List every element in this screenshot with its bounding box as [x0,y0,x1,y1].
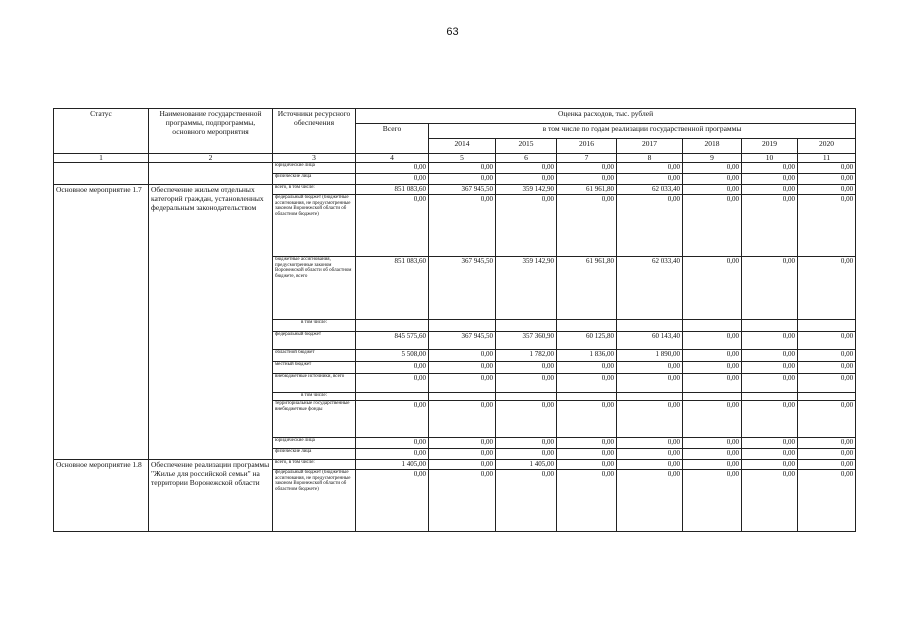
value-cell: 0,00 [683,332,742,350]
source-label: юридические лица [273,163,356,174]
value-cell: 0,00 [496,362,557,374]
column-number: 4 [356,154,429,163]
value-cell: 0,00 [429,470,496,532]
value-cell: 367 945,50 [429,332,496,350]
source-label: федеральный бюджет (бюджетные ассигнования, не предусмотренные законом Воронежской области об областном бюджете) [273,195,356,257]
value-cell: 0,00 [617,362,683,374]
value-cell: 357 360,90 [496,332,557,350]
header-year: 2014 [429,139,496,154]
value-cell: 367 945,50 [429,185,496,195]
value-cell: 0,00 [496,163,557,174]
value-cell: 359 142,90 [496,185,557,195]
source-label: физические лица [273,449,356,460]
value-cell: 0,00 [557,449,617,460]
source-label: местный бюджет [273,362,356,374]
header-name: Наименование государственной программы, подпрограммы, основного мероприятия [149,109,273,154]
header-year: 2015 [496,139,557,154]
value-cell: 0,00 [356,470,429,532]
source-label: федеральный бюджет [273,332,356,350]
value-cell: 0,00 [617,438,683,449]
value-cell: 0,00 [617,174,683,185]
value-cell: 61 961,80 [557,257,617,320]
value-cell: 0,00 [742,185,798,195]
value-cell: 0,00 [557,460,617,470]
value-cell: 1 405,00 [356,460,429,470]
value-cell: 0,00 [429,362,496,374]
value-cell: 0,00 [683,449,742,460]
empty-cell [798,393,856,401]
value-cell: 0,00 [798,163,856,174]
value-cell: 0,00 [683,374,742,393]
empty-cell [683,320,742,332]
value-cell: 0,00 [742,460,798,470]
value-cell: 1 890,00 [617,350,683,362]
value-cell: 0,00 [798,350,856,362]
value-cell: 845 575,60 [356,332,429,350]
value-cell: 0,00 [429,195,496,257]
column-number: 7 [557,154,617,163]
header-costs: Оценка расходов, тыс. рублей [356,109,856,124]
value-cell: 0,00 [356,362,429,374]
name-cell [149,163,273,185]
value-cell: 0,00 [617,401,683,438]
value-cell: 0,00 [557,374,617,393]
value-cell: 0,00 [429,438,496,449]
value-cell: 0,00 [356,438,429,449]
measure-status: Основное мероприятие 1.7 [54,185,149,460]
value-cell: 0,00 [798,185,856,195]
value-cell: 0,00 [742,374,798,393]
header-year: 2017 [617,139,683,154]
value-cell: 0,00 [356,174,429,185]
column-number: 8 [617,154,683,163]
value-cell: 0,00 [429,350,496,362]
header-total: Всего [356,124,429,154]
value-cell: 0,00 [617,195,683,257]
value-cell: 851 083,60 [356,257,429,320]
value-cell: 0,00 [742,438,798,449]
value-cell: 1 405,00 [496,460,557,470]
empty-cell [356,320,429,332]
column-number: 1 [54,154,149,163]
value-cell: 0,00 [798,195,856,257]
value-cell: 0,00 [496,374,557,393]
header-sources: Источники ресурсного обеспечения [273,109,356,154]
value-cell: 0,00 [683,362,742,374]
value-cell: 0,00 [356,374,429,393]
value-cell: 0,00 [496,401,557,438]
value-cell: 0,00 [798,470,856,532]
value-cell: 359 142,90 [496,257,557,320]
status-cell [54,163,149,185]
value-cell: 0,00 [798,401,856,438]
value-cell: 61 961,80 [557,185,617,195]
table-row [54,163,856,174]
empty-cell [683,393,742,401]
header-year: 2020 [798,139,856,154]
value-cell: 0,00 [557,470,617,532]
value-cell: 0,00 [617,374,683,393]
empty-cell [742,320,798,332]
value-cell: 0,00 [742,401,798,438]
value-cell: 0,00 [683,460,742,470]
source-label: юридические лица [273,438,356,449]
header-year: 2016 [557,139,617,154]
empty-cell [356,393,429,401]
value-cell: 0,00 [429,163,496,174]
source-label: территориальные государственные внебюджетные фонды [273,401,356,438]
empty-cell [429,320,496,332]
value-cell: 62 033,40 [617,257,683,320]
value-cell: 0,00 [742,449,798,460]
column-number: 11 [798,154,856,163]
value-cell: 0,00 [742,332,798,350]
value-cell: 0,00 [496,449,557,460]
measure-name: Обеспечение жильем отдельных категорий граждан, установленных федеральным законодательством [149,185,273,460]
value-cell: 0,00 [683,438,742,449]
value-cell: 0,00 [683,401,742,438]
column-number: 6 [496,154,557,163]
value-cell: 0,00 [356,449,429,460]
empty-cell [617,393,683,401]
source-label: всего, в том числе: [273,460,356,470]
value-cell: 0,00 [742,350,798,362]
value-cell: 0,00 [617,163,683,174]
source-label: в том числе: [273,320,356,332]
source-label: внебюджетные источники, всего [273,374,356,393]
empty-cell [496,320,557,332]
value-cell: 0,00 [683,257,742,320]
column-number: 9 [683,154,742,163]
value-cell: 0,00 [356,163,429,174]
value-cell: 0,00 [617,460,683,470]
value-cell: 0,00 [429,401,496,438]
source-label: областной бюджет [273,350,356,362]
value-cell: 0,00 [557,401,617,438]
page-number: 63 [446,26,459,38]
value-cell: 0,00 [557,362,617,374]
value-cell: 367 945,50 [429,257,496,320]
value-cell: 60 125,80 [557,332,617,350]
empty-cell [496,393,557,401]
value-cell: 0,00 [557,195,617,257]
value-cell: 0,00 [557,438,617,449]
empty-cell [617,320,683,332]
value-cell: 0,00 [683,470,742,532]
value-cell: 0,00 [356,401,429,438]
value-cell: 0,00 [798,332,856,350]
value-cell: 60 143,40 [617,332,683,350]
source-label: физические лица [273,174,356,185]
value-cell: 0,00 [683,350,742,362]
value-cell: 0,00 [798,438,856,449]
value-cell: 1 836,00 [557,350,617,362]
value-cell: 0,00 [798,257,856,320]
value-cell: 0,00 [429,460,496,470]
header-year: 2019 [742,139,798,154]
empty-cell [557,393,617,401]
value-cell: 0,00 [557,174,617,185]
value-cell: 0,00 [742,257,798,320]
value-cell: 0,00 [742,174,798,185]
empty-cell [742,393,798,401]
empty-cell [429,393,496,401]
value-cell: 0,00 [683,163,742,174]
measure-name: Обеспечение реализации программы "Жилье для российской семьи" на территории Воронежской области [149,460,273,532]
value-cell: 0,00 [356,195,429,257]
value-cell: 0,00 [742,362,798,374]
measure-status: Основное мероприятие 1.8 [54,460,149,532]
value-cell: 5 508,00 [356,350,429,362]
value-cell: 0,00 [496,470,557,532]
value-cell: 0,00 [496,195,557,257]
value-cell: 0,00 [798,449,856,460]
value-cell: 62 033,40 [617,185,683,195]
value-cell: 0,00 [798,362,856,374]
column-number: 5 [429,154,496,163]
value-cell: 0,00 [557,163,617,174]
header-year: 2018 [683,139,742,154]
source-label: бюджетные ассигнования, предусмотренные законом Воронежской области об областном бюджете, всего [273,257,356,320]
value-cell: 0,00 [798,174,856,185]
source-label: в том числе: [273,393,356,401]
value-cell: 0,00 [496,438,557,449]
value-cell: 1 782,00 [496,350,557,362]
value-cell: 0,00 [742,470,798,532]
empty-cell [798,320,856,332]
source-label: всего, в том числе: [273,185,356,195]
value-cell: 0,00 [683,185,742,195]
table-row [54,185,856,195]
value-cell: 0,00 [798,374,856,393]
value-cell: 0,00 [742,195,798,257]
header-status: Статус [54,109,149,154]
header-by-years: в том числе по годам реализации государственной программы [429,124,856,139]
value-cell: 0,00 [496,174,557,185]
value-cell: 0,00 [683,195,742,257]
source-label: федеральный бюджет (бюджетные ассигнования, не предусмотренные законом Воронежской области об областном бюджете) [273,470,356,532]
table-row [54,460,856,470]
value-cell: 0,00 [617,470,683,532]
value-cell: 0,00 [742,163,798,174]
value-cell: 0,00 [617,449,683,460]
value-cell: 0,00 [429,374,496,393]
empty-cell [557,320,617,332]
value-cell: 0,00 [798,460,856,470]
resource-table [53,108,856,532]
value-cell: 0,00 [683,174,742,185]
value-cell: 0,00 [429,449,496,460]
column-number: 10 [742,154,798,163]
value-cell: 0,00 [429,174,496,185]
column-number: 3 [273,154,356,163]
column-number: 2 [149,154,273,163]
value-cell: 851 083,60 [356,185,429,195]
